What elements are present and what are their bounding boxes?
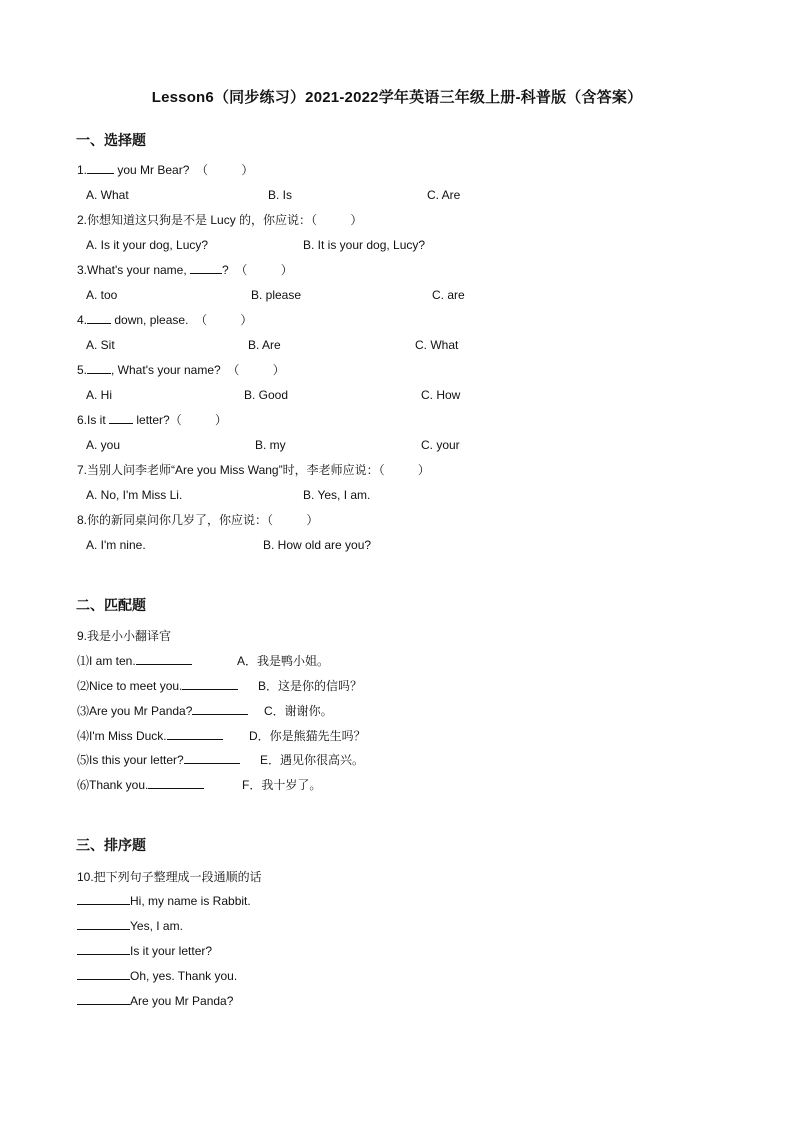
answer-blank[interactable]: [184, 752, 240, 764]
option-b[interactable]: B. my: [255, 438, 286, 452]
option-b[interactable]: B. Good: [244, 388, 289, 402]
answer-blank[interactable]: [148, 777, 204, 789]
order-item: Hi, my name is Rabbit.: [77, 893, 251, 909]
answer-blank[interactable]: [109, 412, 133, 424]
option-b[interactable]: B. Are: [248, 338, 281, 352]
answer-blank[interactable]: [77, 968, 130, 980]
answer-blank[interactable]: [136, 653, 192, 665]
answer-blank[interactable]: [87, 162, 114, 174]
option-c[interactable]: C. What: [415, 338, 459, 352]
match-right-item: A．我是鸭小姐。: [237, 654, 330, 668]
match-left-item: ⑵Nice to meet you.: [77, 678, 238, 694]
answer-blank[interactable]: [77, 893, 130, 905]
answer-blank[interactable]: [77, 943, 130, 955]
question-10: 10.把下列句子整理成一段通顺的话: [77, 870, 262, 884]
match-right-item: F．我十岁了。: [242, 778, 322, 792]
answer-blank[interactable]: [87, 312, 111, 324]
match-right-item: B．这是你的信吗？: [258, 679, 363, 693]
option-c[interactable]: C. your: [421, 438, 460, 452]
match-left-item: ⑷I'm Miss Duck.: [77, 728, 223, 744]
order-item: Oh, yes. Thank you.: [77, 968, 237, 984]
option-a[interactable]: A. Sit: [86, 338, 115, 352]
match-left-item: ⑹Thank you.: [77, 777, 204, 793]
match-left-item: ⑶Are you Mr Panda?: [77, 703, 248, 719]
option-a[interactable]: A. What: [86, 188, 129, 202]
answer-blank[interactable]: [190, 262, 222, 274]
order-item: Are you Mr Panda?: [77, 993, 233, 1009]
answer-blank[interactable]: [77, 918, 130, 930]
answer-blank[interactable]: [87, 362, 111, 374]
match-right-item: D．你是熊猫先生吗？: [249, 729, 366, 743]
answer-blank[interactable]: [77, 993, 130, 1005]
option-b[interactable]: B. How old are you?: [263, 538, 372, 552]
question-9: 9.我是小小翻译官: [77, 629, 172, 643]
section-heading-ordering: 三、排序题: [76, 837, 146, 853]
question-7: 7.当别人问李老师“Are you Miss Wang”时，李老师应说：（ ）: [77, 463, 430, 477]
option-a[interactable]: A. I'm nine.: [86, 538, 146, 552]
document-title: Lesson6（同步练习）2021-2022学年英语三年级上册-科普版（含答案）: [151, 89, 643, 106]
question-6: 6.Is it letter?（ ）: [77, 413, 228, 427]
question-1: 1. you Mr Bear? （ ）: [77, 163, 254, 177]
option-a[interactable]: A. No, I'm Miss Li.: [86, 488, 183, 502]
section-heading-choice: 一、选择题: [76, 132, 146, 148]
question-8: 8.你的新同桌问你几岁了，你应说：（ ）: [77, 513, 319, 527]
match-left-item: ⑸Is this your letter?: [77, 752, 240, 768]
question-4: 4. down, please. （ ）: [77, 313, 253, 327]
question-3: 3.What's your name, ? （ ）: [77, 263, 293, 277]
option-a[interactable]: A. too: [86, 288, 118, 302]
order-item: Is it your letter?: [77, 943, 212, 959]
option-c[interactable]: C. Are: [427, 188, 461, 202]
option-a[interactable]: A. Is it your dog, Lucy?: [86, 238, 209, 252]
option-a[interactable]: A. Hi: [86, 388, 113, 402]
question-2: 2.你想知道这只狗是不是 Lucy 的，你应说：（ ）: [77, 213, 363, 227]
order-item: Yes, I am.: [77, 918, 183, 934]
answer-blank[interactable]: [167, 728, 223, 740]
match-right-item: C．谢谢你。: [264, 704, 333, 718]
option-b[interactable]: B. please: [251, 288, 302, 302]
option-b[interactable]: B. It is your dog, Lucy?: [303, 238, 426, 252]
question-5: 5. , What's your name? （ ）: [77, 363, 285, 377]
option-b[interactable]: B. Yes, I am.: [303, 488, 371, 502]
option-a[interactable]: A. you: [86, 438, 121, 452]
option-c[interactable]: C. How: [421, 388, 461, 402]
section-heading-matching: 二、匹配题: [76, 597, 146, 613]
answer-blank[interactable]: [192, 703, 248, 715]
answer-blank[interactable]: [182, 678, 238, 690]
match-left-item: ⑴I am ten.: [77, 653, 192, 669]
match-right-item: E．遇见你很高兴。: [260, 753, 365, 767]
option-c[interactable]: C. are: [432, 288, 465, 302]
option-b[interactable]: B. Is: [268, 188, 293, 202]
